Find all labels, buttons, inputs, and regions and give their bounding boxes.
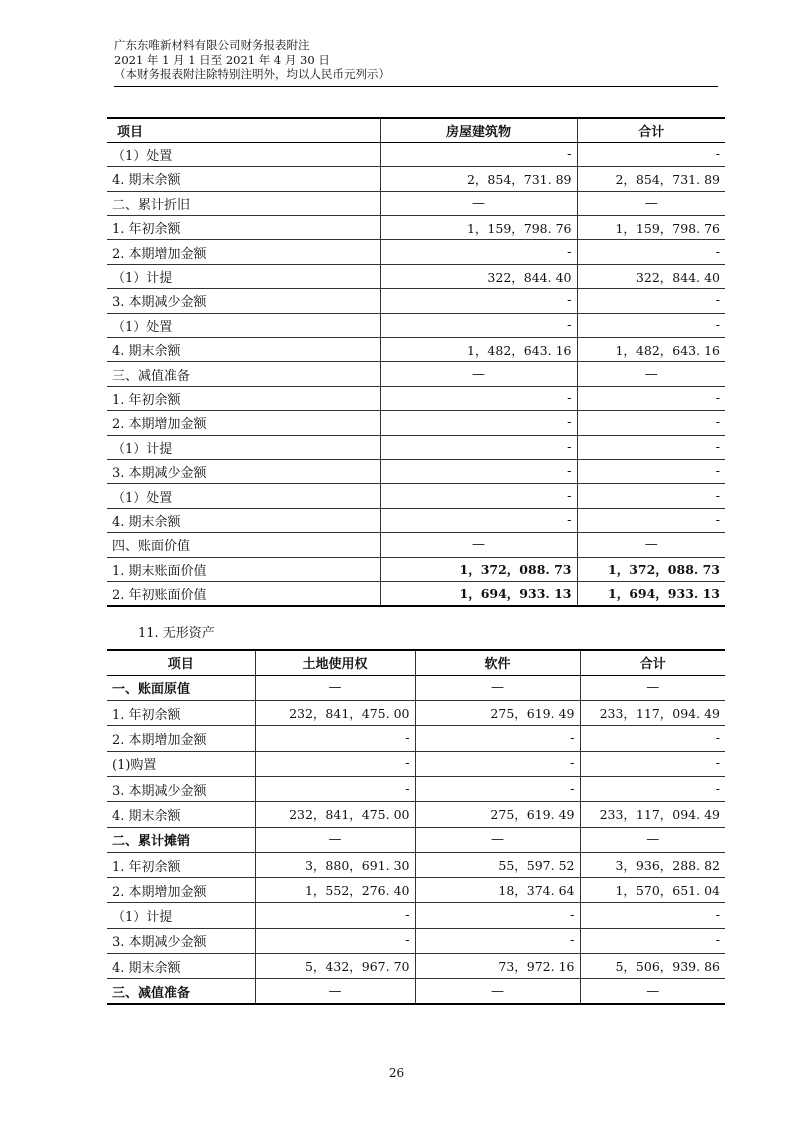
building-value: —: [380, 533, 577, 557]
table-row: [107, 533, 725, 557]
total-value: -: [580, 903, 725, 928]
col-header-item: 项目: [107, 650, 255, 675]
table-row: [107, 954, 725, 979]
total-value: 2，854，731. 89: [577, 167, 725, 191]
building-value: -: [380, 508, 577, 532]
table-row: [107, 484, 725, 508]
page-number: 26: [388, 1066, 405, 1080]
row-label: 二、累计折旧: [107, 191, 380, 215]
land-use-right-value: 5，432，967. 70: [255, 954, 415, 979]
software-value: -: [415, 726, 580, 751]
table-row: [107, 386, 725, 410]
total-value: —: [580, 675, 725, 700]
table-row: [107, 289, 725, 313]
row-label: 2. 本期增加金额: [107, 411, 380, 435]
table-row: [107, 726, 725, 751]
col-header-land-use-right: 土地使用权: [255, 650, 415, 675]
total-value: —: [577, 191, 725, 215]
building-value: -: [380, 435, 577, 459]
table-header-row: [107, 650, 725, 675]
software-value: -: [415, 928, 580, 953]
section-title: 11. 无形资产: [138, 626, 215, 641]
row-label: 三、减值准备: [107, 362, 380, 386]
table-row: [107, 508, 725, 532]
total-value: -: [580, 928, 725, 953]
row-label: （1）处置: [107, 484, 380, 508]
table-row: [107, 191, 725, 215]
total-value: —: [580, 979, 725, 1004]
building-value: -: [380, 411, 577, 435]
building-value: 1，159，798. 76: [380, 216, 577, 240]
total-value: 3，936，288. 82: [580, 852, 725, 877]
row-label: 1. 年初余额: [107, 216, 380, 240]
land-use-right-value: -: [255, 726, 415, 751]
table-row: [107, 878, 725, 903]
building-value: 1，482，643. 16: [380, 338, 577, 362]
table-row: [107, 142, 725, 166]
total-value: -: [577, 289, 725, 313]
row-label: 1. 年初余额: [107, 852, 255, 877]
table-row: [107, 701, 725, 726]
row-label: 2. 本期增加金额: [107, 240, 380, 264]
row-label: 4. 期末余额: [107, 954, 255, 979]
building-value: 1，372，088. 73: [380, 557, 577, 581]
total-value: -: [577, 508, 725, 532]
col-header-building: 房屋建筑物: [380, 118, 577, 142]
row-label: 四、账面价值: [107, 533, 380, 557]
row-label: （1）计提: [107, 264, 380, 288]
row-label: 1. 年初余额: [107, 386, 380, 410]
building-value: -: [380, 484, 577, 508]
software-value: 275，619. 49: [415, 802, 580, 827]
table-row: [107, 216, 725, 240]
total-value: —: [580, 827, 725, 852]
row-label: 3. 本期减少金额: [107, 776, 255, 801]
total-value: -: [577, 240, 725, 264]
page-header: [114, 38, 718, 82]
software-value: -: [415, 776, 580, 801]
row-label: 一、账面原值: [107, 675, 255, 700]
building-value: -: [380, 240, 577, 264]
building-value: -: [380, 313, 577, 337]
building-value: 322，844. 40: [380, 264, 577, 288]
row-label: （1）处置: [107, 313, 380, 337]
row-label: 3. 本期减少金额: [107, 928, 255, 953]
table-row: [107, 751, 725, 776]
row-label: 2. 年初账面价值: [107, 581, 380, 605]
software-value: 73，972. 16: [415, 954, 580, 979]
table-row: [107, 435, 725, 459]
total-value: —: [577, 362, 725, 386]
total-value: 1，694，933. 13: [577, 581, 725, 605]
total-value: -: [577, 484, 725, 508]
table-header-row: [107, 118, 725, 142]
total-value: 1，482，643. 16: [577, 338, 725, 362]
intangible-assets-table: [107, 649, 725, 1005]
total-value: -: [577, 386, 725, 410]
table-row: [107, 264, 725, 288]
table-row: [107, 776, 725, 801]
row-label: 4. 期末余额: [107, 167, 380, 191]
total-value: 322，844. 40: [577, 264, 725, 288]
total-value: -: [580, 726, 725, 751]
total-value: -: [577, 411, 725, 435]
software-value: 18，374. 64: [415, 878, 580, 903]
software-value: -: [415, 903, 580, 928]
row-label: 4. 期末余额: [107, 338, 380, 362]
land-use-right-value: -: [255, 903, 415, 928]
header-rule: [114, 86, 718, 87]
land-use-right-value: 3，880，691. 30: [255, 852, 415, 877]
software-value: 55，597. 52: [415, 852, 580, 877]
row-label: 1. 年初余额: [107, 701, 255, 726]
software-value: —: [415, 827, 580, 852]
land-use-right-value: —: [255, 979, 415, 1004]
table-row: [107, 675, 725, 700]
land-use-right-value: 1，552，276. 40: [255, 878, 415, 903]
total-value: 1，570，651. 04: [580, 878, 725, 903]
building-value: 1，694，933. 13: [380, 581, 577, 605]
table-row: [107, 557, 725, 581]
land-use-right-value: -: [255, 776, 415, 801]
row-label: （1）处置: [107, 142, 380, 166]
software-value: 275，619. 49: [415, 701, 580, 726]
table-row: [107, 903, 725, 928]
table-row: [107, 979, 725, 1004]
building-value: -: [380, 386, 577, 410]
table-row: [107, 852, 725, 877]
building-value: -: [380, 142, 577, 166]
table-row: [107, 928, 725, 953]
total-value: -: [577, 435, 725, 459]
row-label: （1）计提: [107, 435, 380, 459]
total-value: 1，159，798. 76: [577, 216, 725, 240]
col-header-total: 合计: [580, 650, 725, 675]
total-value: -: [577, 313, 725, 337]
table-row: [107, 167, 725, 191]
software-value: -: [415, 751, 580, 776]
company-title: 广东东唯新材料有限公司财务报表附注: [114, 38, 310, 52]
row-label: 3. 本期减少金额: [107, 459, 380, 483]
total-value: -: [580, 776, 725, 801]
fixed-assets-table: [107, 117, 725, 607]
row-label: (1)购置: [107, 751, 255, 776]
table-row: [107, 313, 725, 337]
table-row: [107, 240, 725, 264]
total-value: 233，117，094. 49: [580, 701, 725, 726]
row-label: 4. 期末余额: [107, 508, 380, 532]
col-header-total: 合计: [577, 118, 725, 142]
software-value: —: [415, 979, 580, 1004]
land-use-right-value: 232，841，475. 00: [255, 802, 415, 827]
row-label: 二、累计摊销: [107, 827, 255, 852]
currency-note: （本财务报表附注除特别注明外，均以人民币元列示）: [114, 67, 390, 81]
col-header-item: 项目: [107, 118, 380, 142]
land-use-right-value: -: [255, 751, 415, 776]
row-label: （1）计提: [107, 903, 255, 928]
total-value: -: [577, 459, 725, 483]
total-value: 233，117，094. 49: [580, 802, 725, 827]
table-row: [107, 581, 725, 605]
row-label: 3. 本期减少金额: [107, 289, 380, 313]
table-row: [107, 802, 725, 827]
table-row: [107, 827, 725, 852]
building-value: 2，854，731. 89: [380, 167, 577, 191]
table-row: [107, 338, 725, 362]
table-row: [107, 411, 725, 435]
row-label: 2. 本期增加金额: [107, 878, 255, 903]
building-value: —: [380, 362, 577, 386]
software-value: —: [415, 675, 580, 700]
land-use-right-value: —: [255, 675, 415, 700]
row-label: 1. 期末账面价值: [107, 557, 380, 581]
building-value: -: [380, 289, 577, 313]
table-row: [107, 362, 725, 386]
building-value: -: [380, 459, 577, 483]
table-row: [107, 459, 725, 483]
total-value: 5，506，939. 86: [580, 954, 725, 979]
building-value: —: [380, 191, 577, 215]
land-use-right-value: —: [255, 827, 415, 852]
col-header-software: 软件: [415, 650, 580, 675]
total-value: -: [577, 142, 725, 166]
row-label: 4. 期末余额: [107, 802, 255, 827]
total-value: 1，372，088. 73: [577, 557, 725, 581]
total-value: —: [577, 533, 725, 557]
report-period: 2021 年 1 月 1 日至 2021 年 4 月 30 日: [114, 52, 330, 67]
row-label: 三、减值准备: [107, 979, 255, 1004]
land-use-right-value: -: [255, 928, 415, 953]
total-value: -: [580, 751, 725, 776]
row-label: 2. 本期增加金额: [107, 726, 255, 751]
land-use-right-value: 232，841，475. 00: [255, 701, 415, 726]
